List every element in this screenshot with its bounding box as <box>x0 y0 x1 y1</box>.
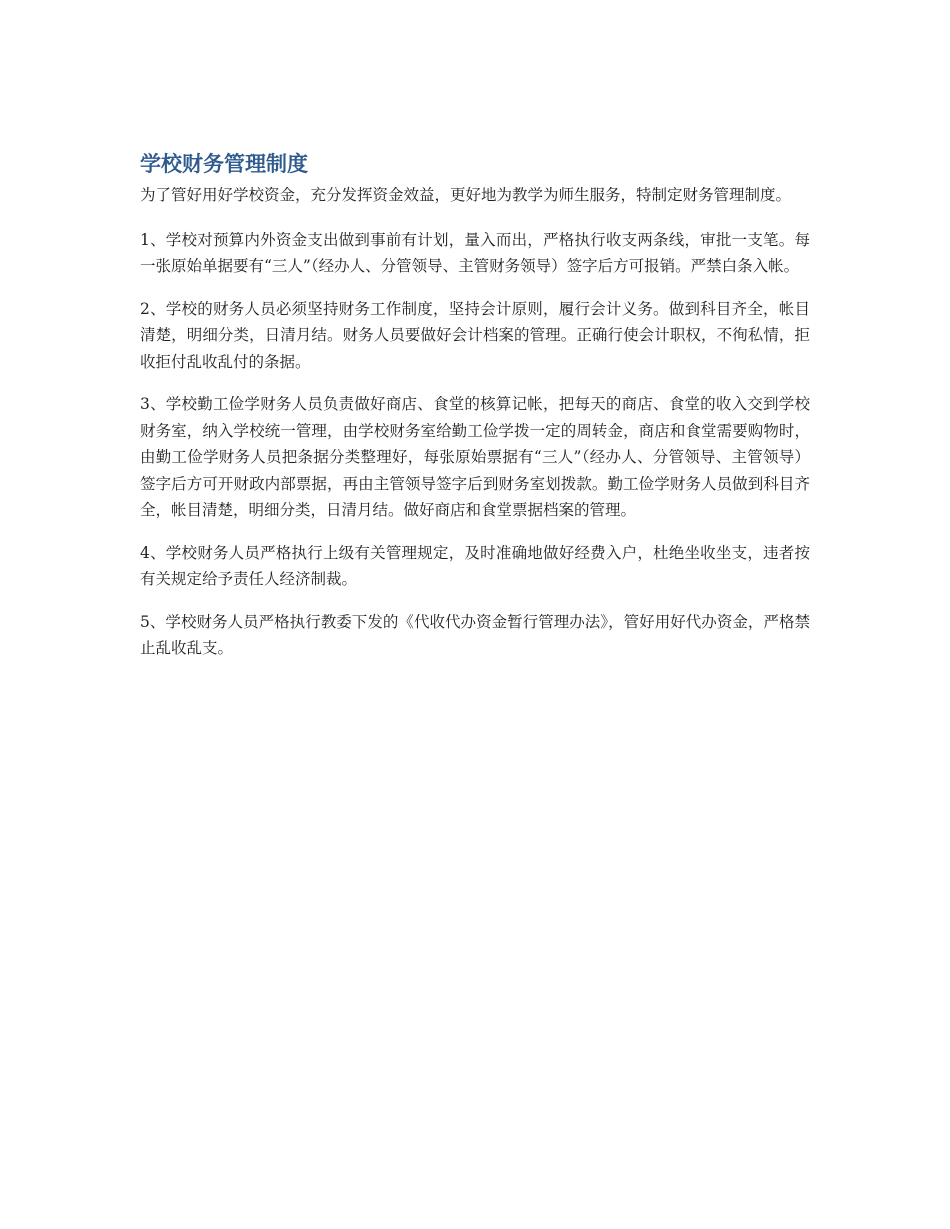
rule-item-2: 2、学校的财务人员必须坚持财务工作制度，坚持会计原则，履行会计义务。做到科目齐全，帐目清楚，明细分类，日清月结。财务人员要做好会计档案的管理。正确行使会计职权，不徇私情，拒收拒付乱收乱付的条据。 <box>140 299 810 371</box>
rule-item-3: 3、学校勤工俭学财务人员负责做好商店、食堂的核算记帐，把每天的商店、食堂的收入交到学校财务室，纳入学校统一管理，由学校财务室给勤工俭学拨一定的周转金，商店和食堂需要购物时，由勤工俭学财务人员把条据分类整理好，每张原始票据有“三人”（经办人、分管领导、主管领导）签字后方可开财政内部票据，再由主管领导签字后到财务室划拨款。勤工俭学财务人员做到科目齐全，帐目清楚，明细分类，日清月结。做好商店和食堂票据档案的管理。 <box>140 395 810 519</box>
rule-item-1: 1、学校对预算内外资金支出做到事前有计划，量入而出，严格执行收支两条线，审批一支笔。每一张原始单据要有“三人”（经办人、分管领导、主管财务领导）签字后方可报销。严禁白条入帐。 <box>140 230 810 275</box>
intro-paragraph: 为了管好用好学校资金，充分发挥资金效益，更好地为教学为师生服务，特制定财务管理制度。 <box>140 186 792 204</box>
document-title: 学校财务管理制度 <box>140 152 308 176</box>
rule-item-4: 4、学校财务人员严格执行上级有关管理规定，及时准确地做好经费入户，杜绝坐收坐支，违者按有关规定给予责任人经济制裁。 <box>140 543 810 588</box>
rule-item-5: 5、学校财务人员严格执行教委下发的《代收代办资金暂行管理办法》，管好用好代办资金，严格禁止乱收乱支。 <box>140 612 810 657</box>
document-page <box>140 148 810 678</box>
